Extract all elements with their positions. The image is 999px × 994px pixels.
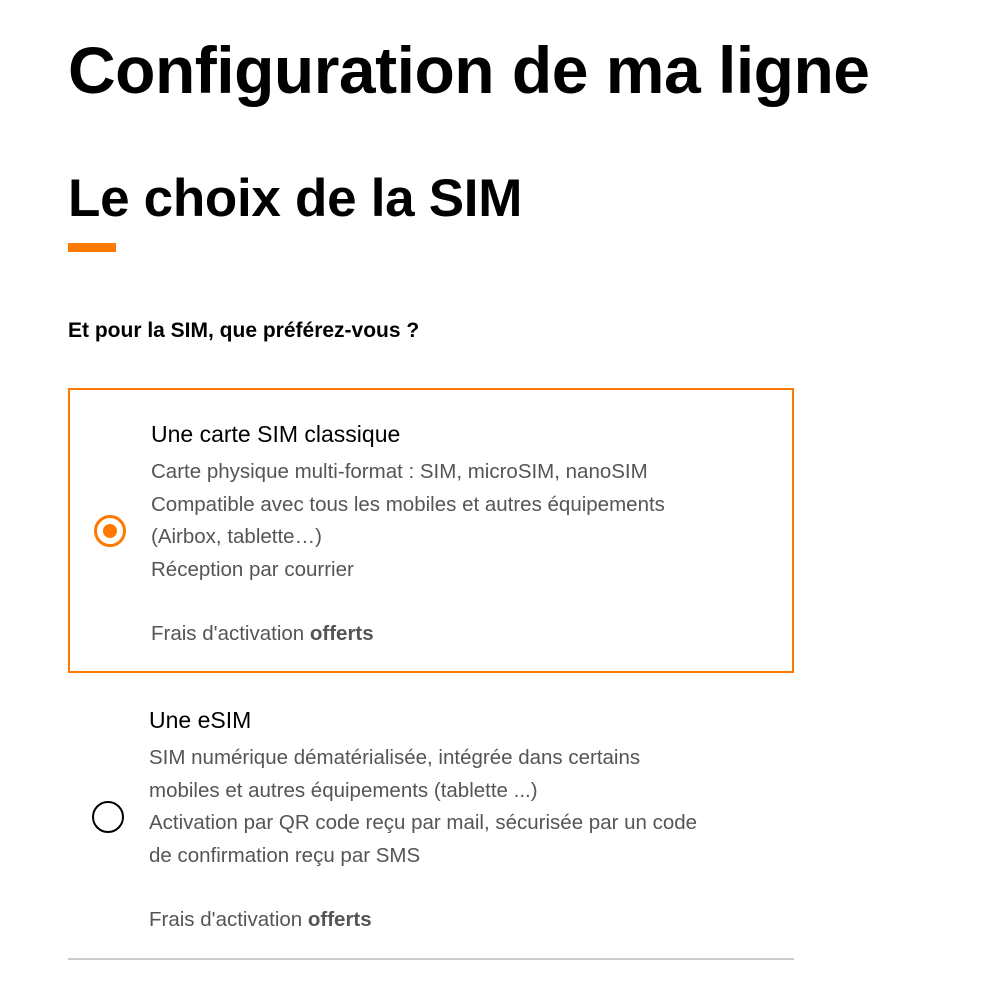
option-classic-sim[interactable] — [68, 388, 794, 673]
option-esim-body — [149, 704, 774, 936]
page-title: Configuration de ma ligne — [68, 33, 870, 107]
option-description-line: (Airbox, tablette…) — [151, 525, 322, 548]
option-title: Une carte SIM classique — [151, 421, 401, 447]
radio-selected-icon[interactable] — [94, 515, 126, 547]
option-esim[interactable] — [68, 674, 794, 960]
activation-fee-value: offerts — [309, 622, 374, 645]
section-title: Le choix de la SIM — [68, 169, 523, 228]
option-classic-body — [151, 418, 772, 650]
radio-dot-icon — [103, 524, 117, 538]
option-description-line: Carte physique multi-format : SIM, microSIM, nanoSIM — [151, 460, 648, 483]
radio-unselected-icon[interactable] — [92, 801, 124, 833]
option-title: Une eSIM — [149, 707, 252, 733]
activation-fee-value: offerts — [307, 908, 372, 931]
option-description-line: SIM numérique dématérialisée, intégrée dans certains — [149, 746, 641, 769]
option-description-line: de confirmation reçu par SMS — [149, 843, 421, 867]
option-description-line: Compatible avec tous les mobiles et autres équipements — [151, 492, 665, 516]
activation-fee — [149, 904, 774, 936]
section-accent-bar — [68, 243, 116, 252]
sim-question: Et pour la SIM, que préférez-vous ? — [68, 319, 420, 342]
option-description-line: mobiles et autres équipements (tablette ...) — [149, 778, 538, 802]
activation-fee-label: Frais d'activation — [149, 908, 308, 931]
option-description-line: Activation par QR code reçu par mail, sécurisée par un code — [149, 811, 698, 834]
option-description-line: Réception par courrier — [151, 557, 354, 581]
activation-fee — [151, 618, 772, 650]
activation-fee-label: Frais d'activation — [151, 622, 310, 645]
